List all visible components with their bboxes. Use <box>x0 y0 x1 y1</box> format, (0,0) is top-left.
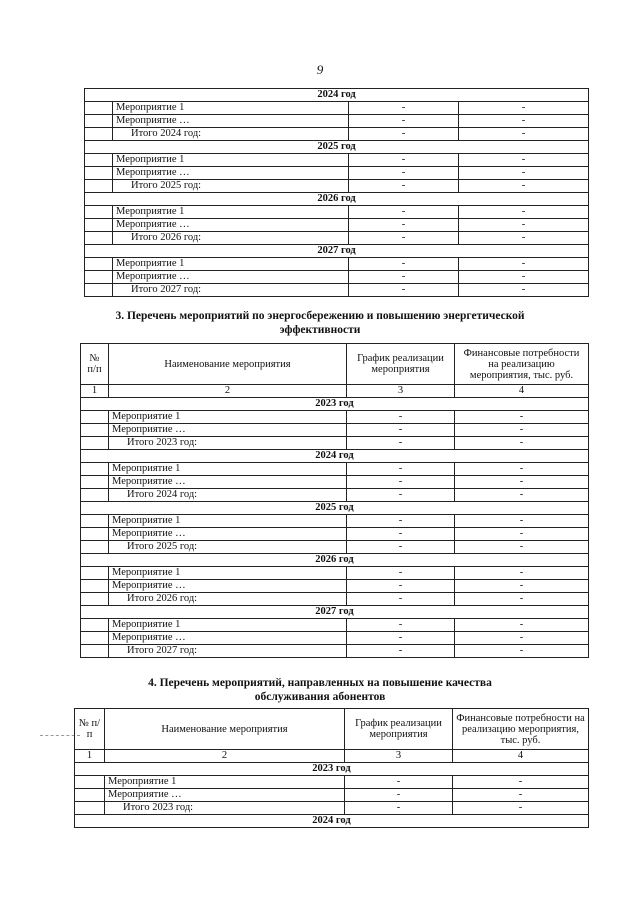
event-schedule: - <box>347 567 455 580</box>
total-schedule: - <box>349 232 459 245</box>
column-number-row <box>81 385 589 398</box>
event-name: Мероприятие … <box>109 632 347 645</box>
year-row <box>75 763 589 776</box>
total-row <box>81 593 589 606</box>
year-row <box>81 554 589 567</box>
header-row <box>75 709 589 750</box>
row-number <box>81 645 109 658</box>
event-schedule: - <box>349 167 459 180</box>
total-label: Итого 2023 год: <box>109 437 347 450</box>
event-schedule: - <box>349 271 459 284</box>
event-finance: - <box>455 580 589 593</box>
event-name: Мероприятие … <box>109 528 347 541</box>
table-row <box>85 115 589 128</box>
table-row <box>85 206 589 219</box>
total-row <box>81 437 589 450</box>
event-finance: - <box>453 776 589 789</box>
header-schedule: График реализации мероприятия <box>347 344 455 385</box>
event-name: Мероприятие … <box>113 167 349 180</box>
year-row <box>85 89 589 102</box>
year-heading: 2024 год <box>81 450 589 463</box>
event-name: Мероприятие 1 <box>109 463 347 476</box>
row-number <box>85 232 113 245</box>
total-schedule: - <box>347 489 455 502</box>
event-finance: - <box>455 463 589 476</box>
table-row <box>81 567 589 580</box>
column-number: 4 <box>453 750 589 763</box>
total-label: Итого 2026 год: <box>113 232 349 245</box>
event-name: Мероприятие … <box>113 115 349 128</box>
event-finance: - <box>459 167 589 180</box>
column-number: 4 <box>455 385 589 398</box>
table-row <box>81 476 589 489</box>
event-finance: - <box>459 258 589 271</box>
energy-saving-events-table <box>80 343 589 658</box>
total-schedule: - <box>349 180 459 193</box>
event-name: Мероприятие 1 <box>113 154 349 167</box>
event-name: Мероприятие 1 <box>113 102 349 115</box>
year-heading: 2027 год <box>85 245 589 258</box>
event-schedule: - <box>347 463 455 476</box>
table-row <box>81 424 589 437</box>
event-schedule: - <box>347 580 455 593</box>
row-number <box>81 463 109 476</box>
total-schedule: - <box>347 593 455 606</box>
row-number <box>81 411 109 424</box>
row-number <box>85 154 113 167</box>
event-schedule: - <box>345 789 453 802</box>
event-finance: - <box>455 411 589 424</box>
column-number: 1 <box>81 385 109 398</box>
row-number <box>85 102 113 115</box>
table-row <box>85 154 589 167</box>
total-label: Итого 2027 год: <box>109 645 347 658</box>
total-schedule: - <box>347 437 455 450</box>
table-row <box>81 463 589 476</box>
table-row <box>81 411 589 424</box>
table-row <box>75 789 589 802</box>
row-number <box>85 167 113 180</box>
total-label: Итого 2027 год: <box>113 284 349 297</box>
total-label: Итого 2024 год: <box>109 489 347 502</box>
event-finance: - <box>455 424 589 437</box>
column-number: 3 <box>347 385 455 398</box>
row-number <box>85 219 113 232</box>
total-finance: - <box>459 284 589 297</box>
row-number <box>75 789 105 802</box>
table-row <box>85 219 589 232</box>
total-row <box>81 645 589 658</box>
event-finance: - <box>459 206 589 219</box>
row-number <box>81 437 109 450</box>
event-finance: - <box>455 619 589 632</box>
row-number <box>81 476 109 489</box>
section-3-title-line-1: 3. Перечень мероприятий по энергосбережению и повышению энергетической <box>115 310 525 322</box>
total-row <box>85 180 589 193</box>
total-finance: - <box>459 180 589 193</box>
event-schedule: - <box>349 154 459 167</box>
section-3-title-line-2: эффективности <box>279 324 361 336</box>
row-number <box>85 284 113 297</box>
event-name: Мероприятие 1 <box>109 567 347 580</box>
table-row <box>81 632 589 645</box>
column-number: 2 <box>109 385 347 398</box>
total-row <box>81 489 589 502</box>
section-3-title <box>0 309 640 337</box>
event-schedule: - <box>349 115 459 128</box>
service-quality-events-table <box>74 708 589 828</box>
event-name: Мероприятие 1 <box>109 619 347 632</box>
event-finance: - <box>455 528 589 541</box>
table-row <box>85 102 589 115</box>
column-number: 3 <box>345 750 453 763</box>
header-finance: Финансовые потребности на реализацию мероприятия, тыс. руб. <box>455 344 589 385</box>
table-row <box>81 580 589 593</box>
event-schedule: - <box>349 102 459 115</box>
total-label: Итого 2023 год: <box>105 802 345 815</box>
event-finance: - <box>459 219 589 232</box>
event-schedule: - <box>349 206 459 219</box>
header-num: № п/п <box>81 344 109 385</box>
event-schedule: - <box>349 219 459 232</box>
event-name: Мероприятие … <box>113 271 349 284</box>
table-row <box>81 619 589 632</box>
event-schedule: - <box>345 776 453 789</box>
event-schedule: - <box>347 411 455 424</box>
event-name: Мероприятие 1 <box>113 258 349 271</box>
header-schedule: График реализации мероприятия <box>345 709 453 750</box>
event-finance: - <box>453 789 589 802</box>
row-number <box>85 180 113 193</box>
section-4-title-line-1: 4. Перечень мероприятий, направленных на повышение качества <box>148 677 492 689</box>
total-finance: - <box>453 802 589 815</box>
year-row <box>81 450 589 463</box>
event-name: Мероприятие … <box>105 789 345 802</box>
header-row <box>81 344 589 385</box>
event-name: Мероприятие … <box>109 424 347 437</box>
event-name: Мероприятие 1 <box>109 411 347 424</box>
event-name: Мероприятие 1 <box>113 206 349 219</box>
total-finance: - <box>455 437 589 450</box>
year-row <box>81 398 589 411</box>
row-number <box>81 580 109 593</box>
header-num: № п/п <box>75 709 105 750</box>
year-row <box>81 606 589 619</box>
table-row <box>85 167 589 180</box>
total-row <box>85 232 589 245</box>
event-finance: - <box>455 632 589 645</box>
total-schedule: - <box>347 541 455 554</box>
total-finance: - <box>455 489 589 502</box>
column-number: 2 <box>105 750 345 763</box>
section-4-title-line-2: обслуживания абонентов <box>254 691 386 703</box>
events-table-continued <box>84 88 589 297</box>
row-number <box>81 489 109 502</box>
column-number: 1 <box>75 750 105 763</box>
row-number <box>85 206 113 219</box>
total-schedule: - <box>349 284 459 297</box>
column-number-row <box>75 750 589 763</box>
year-row <box>85 141 589 154</box>
event-name: Мероприятие … <box>109 580 347 593</box>
year-row <box>75 815 589 828</box>
header-finance: Финансовые потребности на реализацию мероприятия, тыс. руб. <box>453 709 589 750</box>
event-finance: - <box>459 102 589 115</box>
year-row <box>85 245 589 258</box>
total-schedule: - <box>345 802 453 815</box>
event-finance: - <box>459 154 589 167</box>
row-number <box>81 632 109 645</box>
year-heading: 2026 год <box>85 193 589 206</box>
total-row <box>85 128 589 141</box>
total-label: Итого 2025 год: <box>109 541 347 554</box>
year-row <box>81 502 589 515</box>
event-schedule: - <box>349 258 459 271</box>
year-row <box>85 193 589 206</box>
total-schedule: - <box>347 645 455 658</box>
row-number <box>81 541 109 554</box>
event-name: Мероприятие 1 <box>109 515 347 528</box>
table-row <box>81 515 589 528</box>
year-heading: 2026 год <box>81 554 589 567</box>
event-schedule: - <box>347 515 455 528</box>
row-number <box>81 424 109 437</box>
event-finance: - <box>455 515 589 528</box>
event-schedule: - <box>347 424 455 437</box>
row-number <box>81 619 109 632</box>
total-label: Итого 2025 год: <box>113 180 349 193</box>
total-label: Итого 2024 год: <box>113 128 349 141</box>
total-finance: - <box>459 232 589 245</box>
row-number <box>75 802 105 815</box>
row-number <box>85 258 113 271</box>
event-schedule: - <box>347 528 455 541</box>
event-finance: - <box>455 476 589 489</box>
total-finance: - <box>455 541 589 554</box>
total-row <box>81 541 589 554</box>
total-row <box>75 802 589 815</box>
table-row <box>75 776 589 789</box>
year-heading: 2025 год <box>85 141 589 154</box>
total-schedule: - <box>349 128 459 141</box>
table-row <box>85 271 589 284</box>
total-row <box>85 284 589 297</box>
row-number <box>85 128 113 141</box>
total-finance: - <box>455 645 589 658</box>
year-heading: 2024 год <box>85 89 589 102</box>
year-heading: 2023 год <box>75 763 589 776</box>
event-name: Мероприятие … <box>113 219 349 232</box>
row-number <box>81 515 109 528</box>
year-heading: 2025 год <box>81 502 589 515</box>
event-finance: - <box>455 567 589 580</box>
event-name: Мероприятие … <box>109 476 347 489</box>
total-finance: - <box>455 593 589 606</box>
event-schedule: - <box>347 619 455 632</box>
row-number <box>85 271 113 284</box>
event-schedule: - <box>347 476 455 489</box>
row-number <box>81 593 109 606</box>
row-number <box>85 115 113 128</box>
event-finance: - <box>459 271 589 284</box>
table-row <box>81 528 589 541</box>
page-number: 9 <box>316 62 324 77</box>
table-row <box>85 258 589 271</box>
section-4-title <box>0 676 640 704</box>
year-heading: 2027 год <box>81 606 589 619</box>
header-name: Наименование мероприятия <box>105 709 345 750</box>
row-number <box>81 567 109 580</box>
header-name: Наименование мероприятия <box>109 344 347 385</box>
year-heading: 2023 год <box>81 398 589 411</box>
row-number <box>81 528 109 541</box>
event-finance: - <box>459 115 589 128</box>
total-finance: - <box>459 128 589 141</box>
total-label: Итого 2026 год: <box>109 593 347 606</box>
year-heading: 2024 год <box>75 815 589 828</box>
row-number <box>75 776 105 789</box>
event-schedule: - <box>347 632 455 645</box>
event-name: Мероприятие 1 <box>105 776 345 789</box>
